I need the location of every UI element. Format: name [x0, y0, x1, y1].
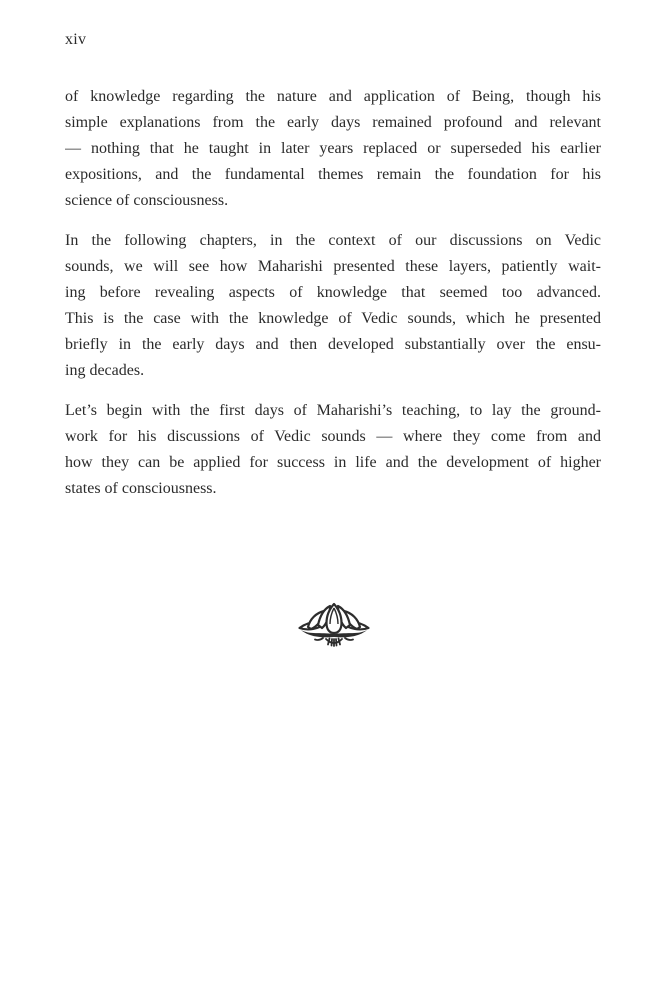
text-line: expositions, and the fundamental themes remain the foundation for his	[65, 166, 601, 183]
text-line: Let’s begin with the first days of Maharishi’s teaching, to lay the ground-	[65, 402, 601, 419]
text-line: This is the case with the knowledge of Vedic sounds, which he presented	[65, 310, 601, 327]
paragraph	[65, 84, 601, 214]
text-line: sounds, we will see how Maharishi presented these layers, patiently wait-	[65, 258, 601, 275]
paragraph	[65, 228, 601, 384]
text-line: states of consciousness.	[65, 480, 217, 497]
text-line: simple explanations from the early days remained profound and relevant	[65, 114, 601, 131]
text-line: briefly in the early days and then developed substantially over the ensu-	[65, 336, 601, 353]
lotus-icon	[297, 602, 371, 652]
text-block	[65, 84, 601, 502]
text-line: science of consciousness.	[65, 192, 229, 209]
text-line: of knowledge regarding the nature and application of Being, though his	[65, 88, 601, 105]
text-line: In the following chapters, in the context of our discussions on Vedic	[65, 232, 601, 249]
text-line: ing before revealing aspects of knowledge that seemed too advanced.	[65, 284, 601, 301]
text-line: ing decades.	[65, 362, 145, 379]
paragraph	[65, 398, 601, 502]
text-line: — nothing that he taught in later years replaced or superseded his earlier	[65, 140, 601, 157]
text-line: work for his discussions of Vedic sounds — where they come from and	[65, 428, 601, 445]
page-number: xiv	[65, 31, 87, 48]
text-line: how they can be applied for success in life and the development of higher	[65, 454, 601, 471]
chapter-end-ornament	[0, 602, 667, 652]
